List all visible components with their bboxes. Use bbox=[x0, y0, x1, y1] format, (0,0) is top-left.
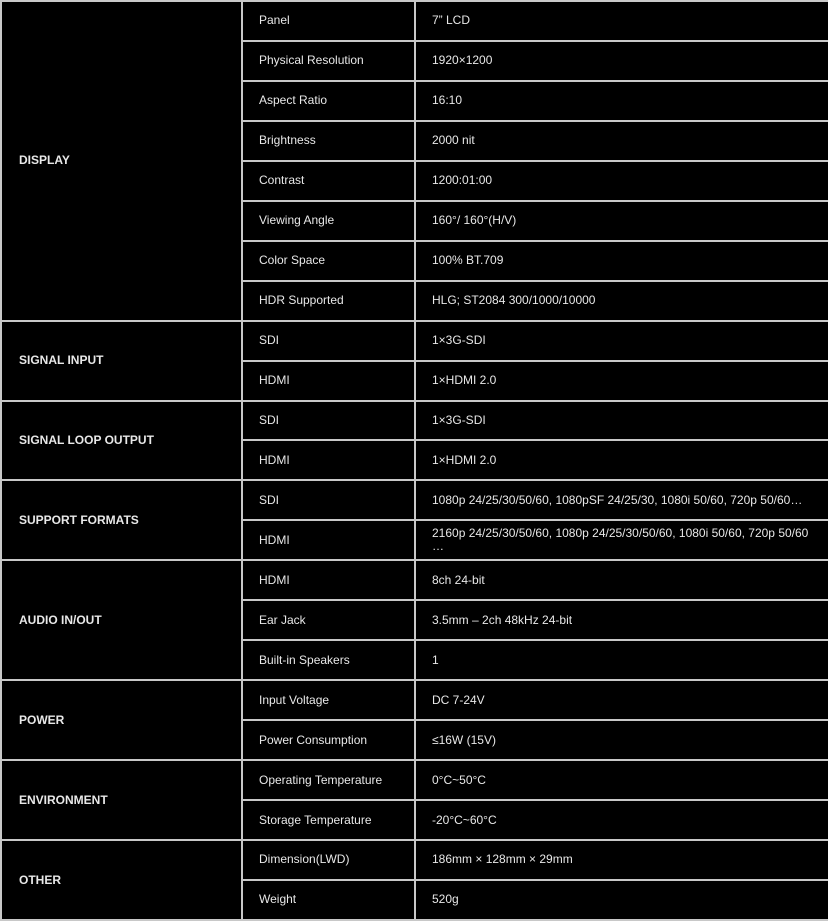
spec-label: HDMI bbox=[242, 560, 415, 600]
table-row bbox=[1, 680, 828, 720]
category-power: POWER bbox=[1, 680, 242, 760]
category-display: DISPLAY bbox=[1, 1, 242, 321]
table-row bbox=[1, 560, 828, 600]
spec-value: 1080p 24/25/30/50/60, 1080pSF 24/25/30, 1080i 50/60, 720p 50/60… bbox=[415, 480, 828, 520]
spec-value: 3.5mm – 2ch 48kHz 24-bit bbox=[415, 600, 828, 640]
spec-value: 1200:01:00 bbox=[415, 161, 828, 201]
spec-value: 160°/ 160°(H/V) bbox=[415, 201, 828, 241]
spec-value: 1×3G-SDI bbox=[415, 321, 828, 361]
spec-value: 16:10 bbox=[415, 81, 828, 121]
spec-value: 186mm × 128mm × 29mm bbox=[415, 840, 828, 880]
table-row bbox=[1, 1, 828, 41]
spec-value: DC 7-24V bbox=[415, 680, 828, 720]
table-row bbox=[1, 760, 828, 800]
spec-label: Power Consumption bbox=[242, 720, 415, 760]
spec-label: SDI bbox=[242, 401, 415, 441]
category-environment: ENVIRONMENT bbox=[1, 760, 242, 840]
spec-label: Dimension(LWD) bbox=[242, 840, 415, 880]
spec-label: Built-in Speakers bbox=[242, 640, 415, 680]
category-other: OTHER bbox=[1, 840, 242, 920]
spec-value: 1920×1200 bbox=[415, 41, 828, 81]
spec-value: HLG; ST2084 300/1000/10000 bbox=[415, 281, 828, 321]
spec-label: Physical Resolution bbox=[242, 41, 415, 81]
spec-value: 1×HDMI 2.0 bbox=[415, 440, 828, 480]
spec-value: ≤16W (15V) bbox=[415, 720, 828, 760]
spec-label: Color Space bbox=[242, 241, 415, 281]
spec-label: Input Voltage bbox=[242, 680, 415, 720]
spec-value: 8ch 24-bit bbox=[415, 560, 828, 600]
spec-label: SDI bbox=[242, 480, 415, 520]
spec-label: Contrast bbox=[242, 161, 415, 201]
table-row bbox=[1, 401, 828, 441]
spec-label: HDMI bbox=[242, 361, 415, 401]
spec-value: 2160p 24/25/30/50/60, 1080p 24/25/30/50/60, 1080i 50/60, 720p 50/60 … bbox=[415, 520, 828, 560]
table-row bbox=[1, 321, 828, 361]
spec-label: SDI bbox=[242, 321, 415, 361]
spec-value: 7” LCD bbox=[415, 1, 828, 41]
spec-value: 520g bbox=[415, 880, 828, 920]
spec-value: 100% BT.709 bbox=[415, 241, 828, 281]
spec-table-body bbox=[1, 1, 828, 920]
category-signal-loop-output: SIGNAL LOOP OUTPUT bbox=[1, 401, 242, 481]
category-support-formats: SUPPORT FORMATS bbox=[1, 480, 242, 560]
spec-label: Operating Temperature bbox=[242, 760, 415, 800]
spec-label: HDMI bbox=[242, 440, 415, 480]
spec-label: Aspect Ratio bbox=[242, 81, 415, 121]
spec-label: HDR Supported bbox=[242, 281, 415, 321]
spec-value: -20°C~60°C bbox=[415, 800, 828, 840]
spec-value: 1×3G-SDI bbox=[415, 401, 828, 441]
spec-label: Ear Jack bbox=[242, 600, 415, 640]
spec-label: Panel bbox=[242, 1, 415, 41]
spec-value: 1 bbox=[415, 640, 828, 680]
spec-label: Viewing Angle bbox=[242, 201, 415, 241]
spec-label: HDMI bbox=[242, 520, 415, 560]
category-audio-in-out: AUDIO IN/OUT bbox=[1, 560, 242, 680]
spec-value: 2000 nit bbox=[415, 121, 828, 161]
spec-label: Weight bbox=[242, 880, 415, 920]
table-row bbox=[1, 480, 828, 520]
category-signal-input: SIGNAL INPUT bbox=[1, 321, 242, 401]
table-row bbox=[1, 840, 828, 880]
spec-value: 0°C~50°C bbox=[415, 760, 828, 800]
spec-value: 1×HDMI 2.0 bbox=[415, 361, 828, 401]
spec-label: Storage Temperature bbox=[242, 800, 415, 840]
spec-label: Brightness bbox=[242, 121, 415, 161]
